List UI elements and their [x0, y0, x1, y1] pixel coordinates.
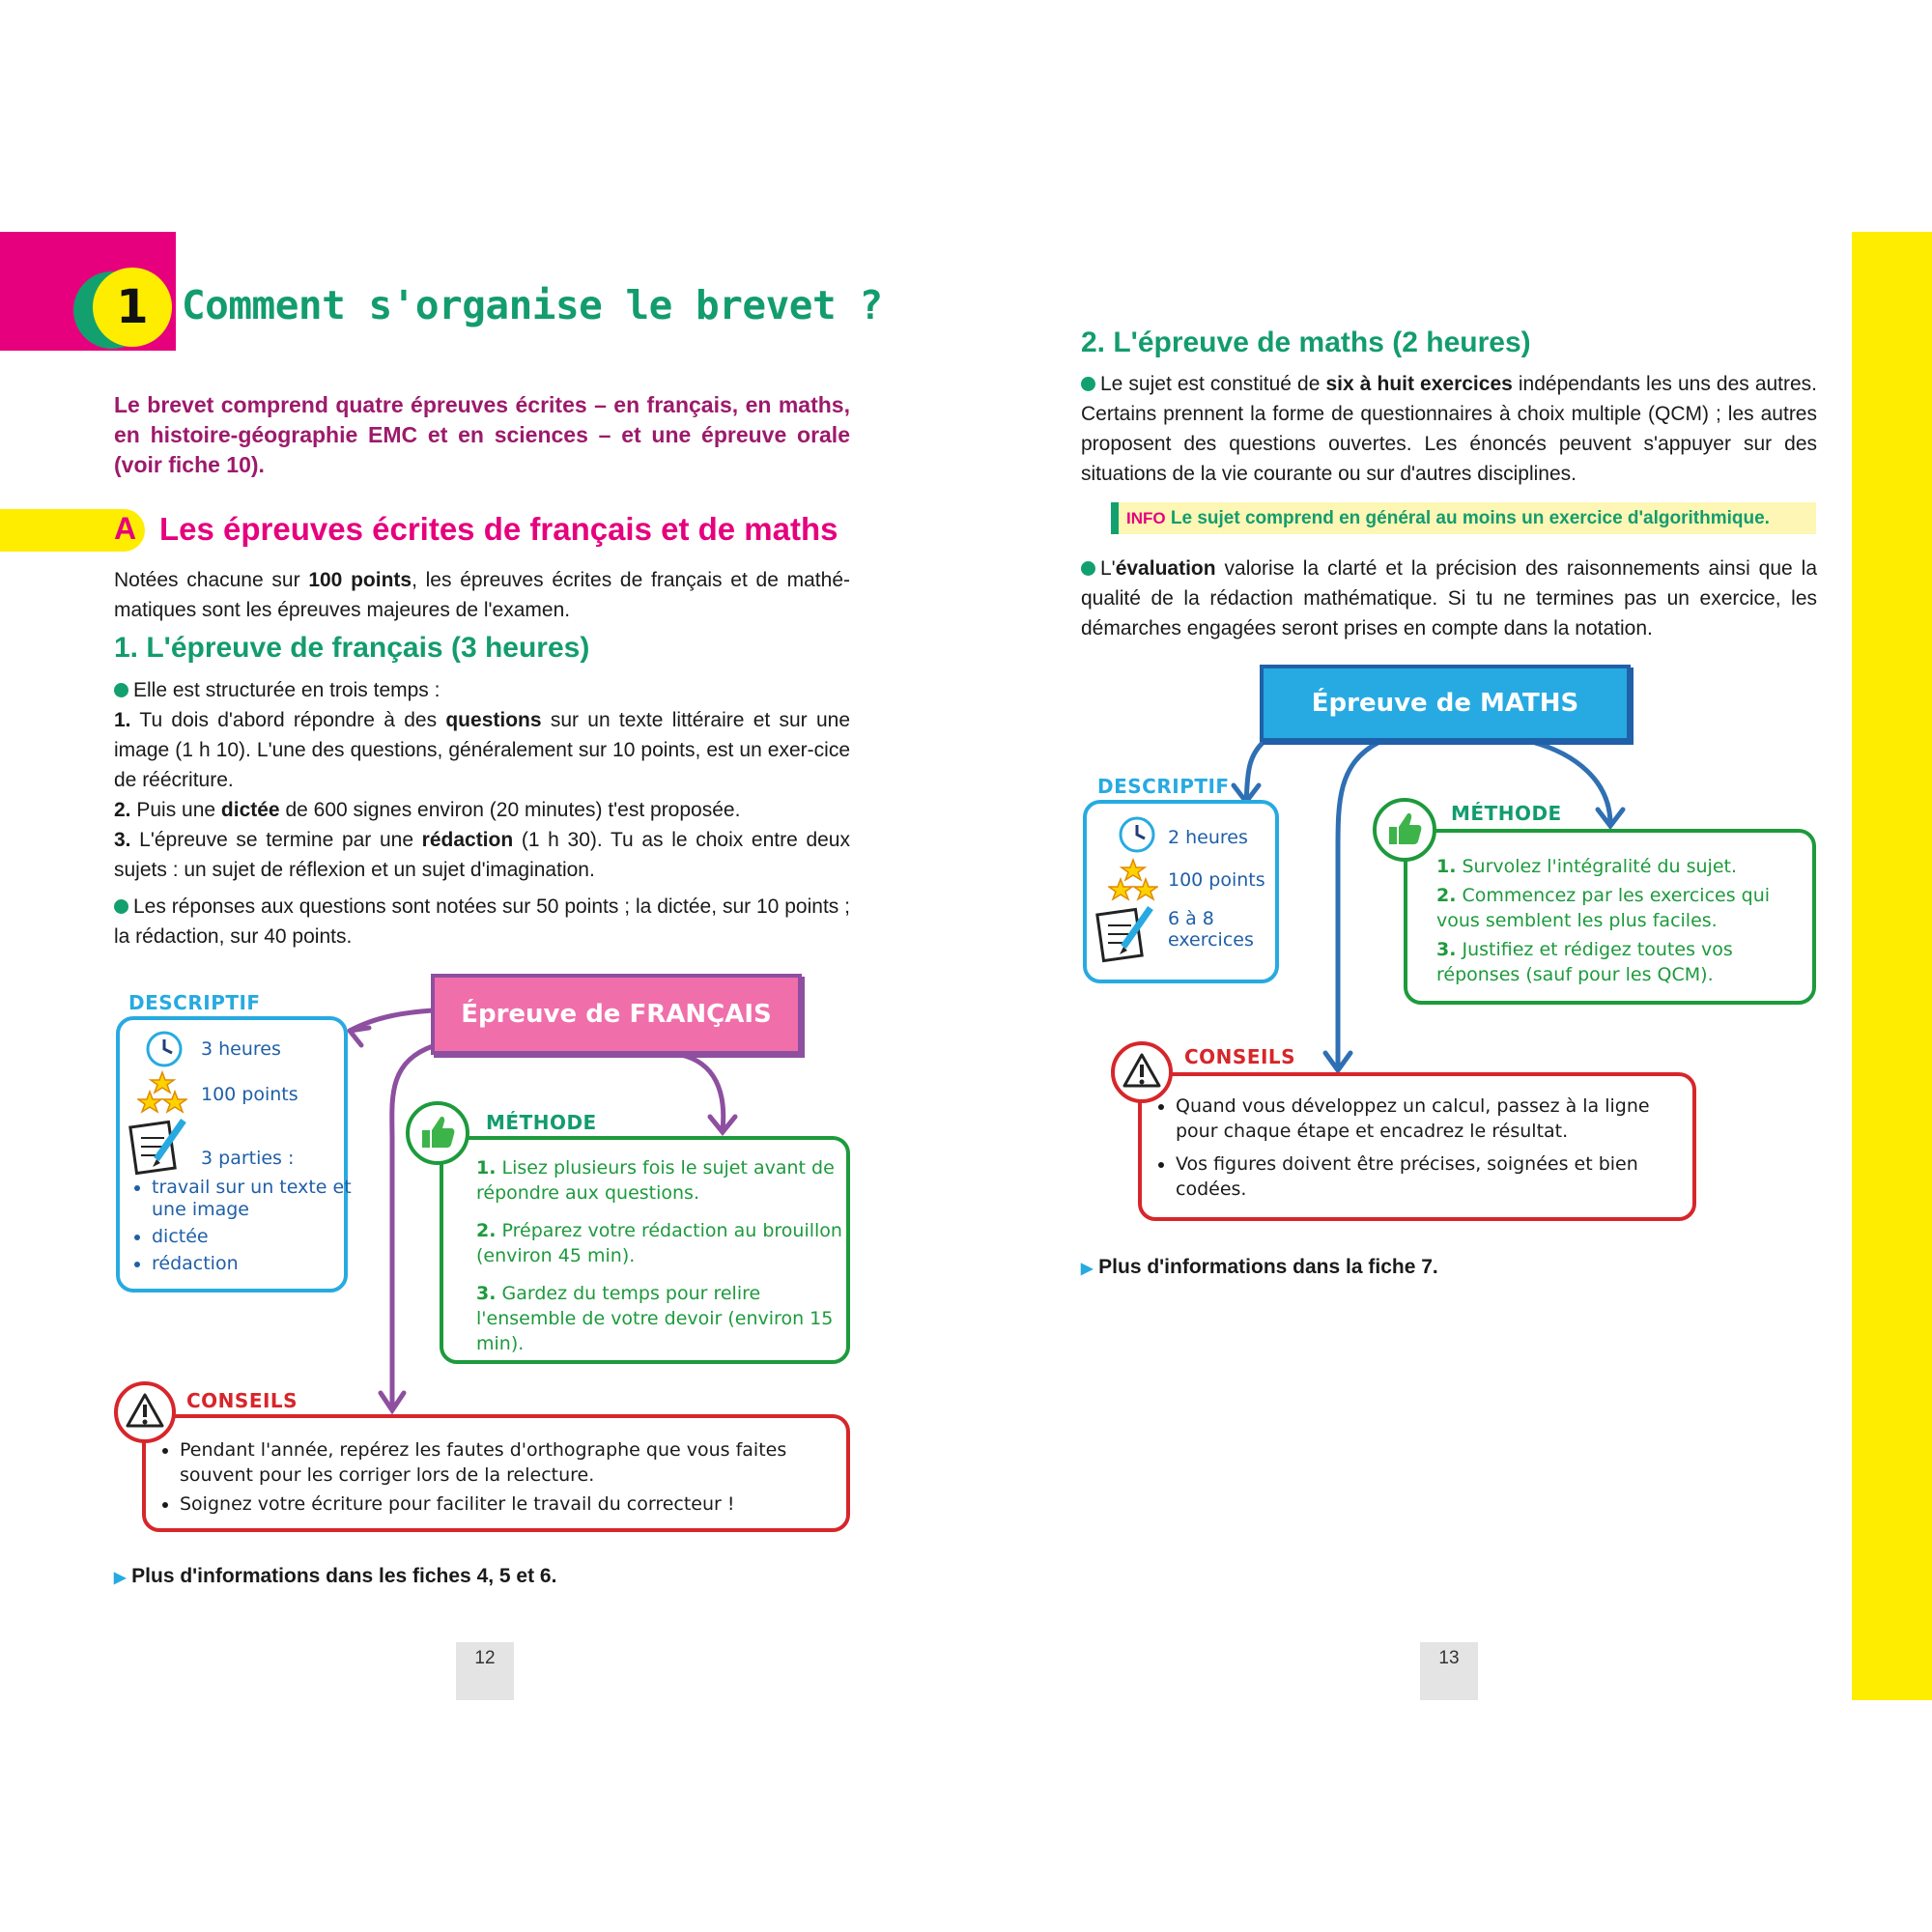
maths-methode-item: 3. Justifiez et rédigez toutes vos réponses (sauf pour les QCM).: [1436, 939, 1733, 985]
step-1: 1. Tu dois d'abord répondre à des questions sur un texte littéraire et sur une image (1 h 10). L'une des questions, généralement sur 10 points, est un exer-cice de réécriture.: [114, 709, 850, 791]
maths-conseils-label: CONSEILS: [1184, 1045, 1296, 1068]
section-a-title: Les épreuves écrites de français et de maths: [159, 511, 838, 547]
francais-methode-item: 3. Gardez du temps pour relire l'ensemble de votre devoir (environ 15 min).: [476, 1283, 834, 1354]
triangle-bullet-icon: ▶: [114, 1570, 127, 1586]
scores-line: Les réponses aux questions sont notées sur 50 points ; la dictée, sur 10 points ; la rédaction, sur 40 points.: [114, 895, 850, 948]
maths-descriptif-label: DESCRIPTIF: [1097, 775, 1230, 798]
francais-descriptif-label: DESCRIPTIF: [128, 991, 261, 1014]
stars-icon: [137, 1070, 187, 1117]
maths-paragraph-2: L'évaluation valorise la clarté et la précision des raisonnements ainsi que la qualité de la rédaction mathématique. Si tu ne termines pas un exercice, les démarches engagées seront prises en compte dans la notation.: [1081, 557, 1817, 639]
stars-icon: [1108, 858, 1158, 904]
notepad-pencil-icon: [128, 1117, 191, 1177]
intro-paragraph: Le brevet comprend quatre épreuves écrites – en français, en maths, en histoire-géographie EMC et en sciences – et une épreuve orale (voir fiche 10).: [114, 392, 850, 477]
francais-descriptif-box: 3 heures 100 points 3 parties : • travail sur un texte et une image • dictée • rédaction: [116, 1016, 348, 1293]
maths-paragraph-1: Le sujet est constitué de six à huit exercices indépendants les uns des autres. Certains prennent la forme de questionnaires à choix multiple (QCM) ; les autres proposent des questions ouvertes. Les énoncés peuvent s'appuyer sur des situations de la vie courante ou sur d'autres disciplines.: [1081, 373, 1818, 485]
maths-methode-item: 1. Survolez l'intégralité du sujet.: [1436, 856, 1738, 877]
maths-methode-box: [1404, 829, 1816, 1005]
francais-more-info: ▶ Plus d'informations dans les fiches 4, 5 et 6.: [114, 1565, 557, 1587]
maths-descriptif-box: 2 heures 100 points 6 à 8 exercices: [1083, 800, 1279, 983]
francais-conseil-item: • Soignez votre écriture pour faciliter le travail du correcteur !: [180, 1492, 846, 1517]
clock-icon: [1118, 815, 1156, 854]
maths-methode-item: 2. Commencez par les exercices qui vous semblent les plus faciles.: [1436, 885, 1771, 931]
page-number-left: 12: [456, 1642, 514, 1700]
info-label: INFO: [1126, 509, 1166, 527]
francais-conseil-item: • Pendant l'année, repérez les fautes d'orthographe que vous faites souvent pour les corriger lors de la relecture.: [180, 1437, 846, 1488]
warning-icon: [1111, 1041, 1173, 1103]
maths-heading: 2. L'épreuve de maths (2 heures): [1081, 327, 1531, 358]
maths-conseil-item: • Quand vous développez un calcul, passez à la ligne pour chaque étape et encadrez le résultat.: [1176, 1094, 1697, 1144]
francais-conseils-label: CONSEILS: [186, 1389, 298, 1412]
info-text: Le sujet comprend en général au moins un exercice d'algorithmique.: [1170, 508, 1770, 528]
chapter-title: Comment s'organise le brevet ?: [182, 282, 883, 328]
maths-methode-label: MÉTHODE: [1451, 802, 1562, 825]
francais-methode-item: 2. Préparez votre rédaction au brouillon (environ 45 min).: [476, 1220, 842, 1266]
francais-parts-list: • travail sur un texte et une image • dictée • rédaction: [120, 1177, 370, 1275]
page-number-right: 13: [1420, 1642, 1478, 1700]
francais-diagram-title: Épreuve de FRANÇAIS: [431, 974, 802, 1055]
francais-methode-label: MÉTHODE: [486, 1111, 597, 1134]
francais-heading: 1. L'épreuve de français (3 heures): [114, 632, 590, 664]
notes-paragraph: Notées chacune sur 100 points, les épreuves écrites de français et de mathé-matiques sont les épreuves majeures de l'examen.: [114, 569, 850, 621]
maths-diagram-arrows: [966, 0, 1932, 1546]
warning-icon: [114, 1381, 176, 1443]
maths-diagram-title: Épreuve de MATHS: [1260, 665, 1631, 742]
maths-more-info: ▶ Plus d'informations dans la fiche 7.: [1081, 1256, 1438, 1278]
francais-methode-box: [440, 1136, 850, 1364]
step-3: 3. L'épreuve se termine par une rédaction (1 h 30). Tu as le choix entre deux sujets : un sujet de réflexion et un sujet d'imagination.: [114, 829, 850, 881]
maths-conseil-item: • Vos figures doivent être précises, soignées et bien codées.: [1176, 1151, 1697, 1202]
francais-methode-item: 1. Lisez plusieurs fois le sujet avant de répondre aux questions.: [476, 1157, 835, 1204]
thumbs-up-icon: [1373, 798, 1436, 862]
structure-line: Elle est structurée en trois temps :: [114, 675, 850, 705]
francais-conseils-box: [142, 1414, 850, 1532]
chapter-number: 1: [116, 280, 149, 334]
thumbs-up-icon: [406, 1101, 469, 1165]
section-a-letter: A: [114, 511, 137, 546]
notepad-pencil-icon: [1094, 904, 1158, 964]
clock-icon: [145, 1030, 184, 1068]
step-2: 2. Puis une dictée de 600 signes environ (20 minutes) t'est proposée.: [114, 799, 741, 821]
maths-conseils-box: [1138, 1072, 1696, 1221]
triangle-bullet-icon: ▶: [1081, 1261, 1094, 1277]
